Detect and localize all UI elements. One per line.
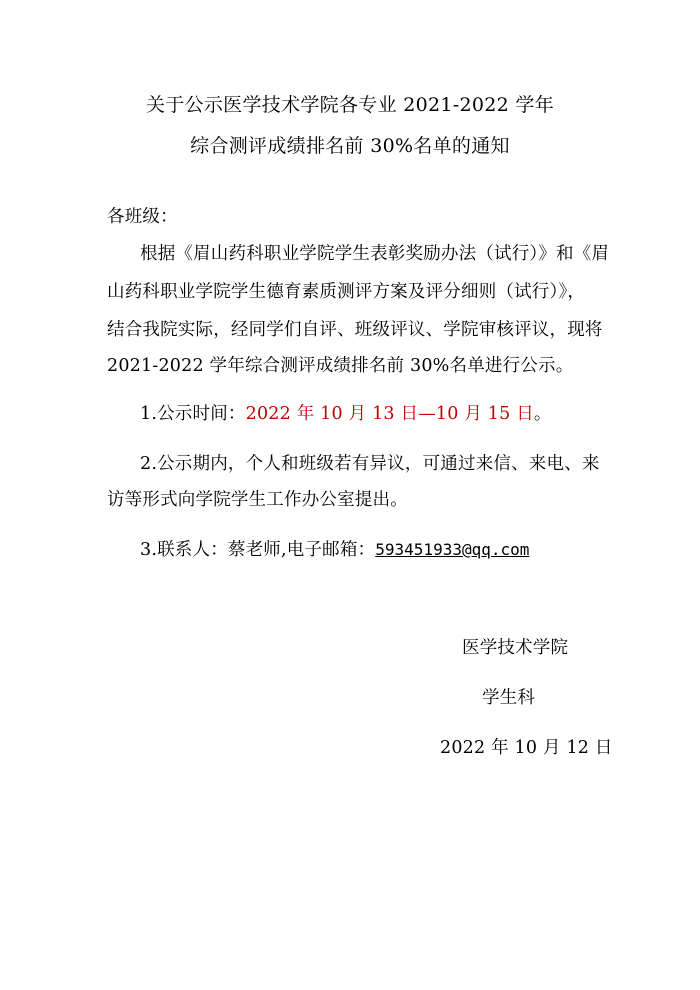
salutation: 各班级：: [107, 207, 178, 227]
signature-date: 2022 年 10 月 12 日: [440, 738, 613, 758]
paragraph-1-line-3: 结合我院实际，经同学们自评、班级评议、学院审核评议，现将: [107, 320, 603, 340]
paragraph-1-line-2: 山药科职业学院学生德育素质测评方案及评分细则（试行）》，: [107, 282, 586, 302]
item-1-suffix: 。: [533, 404, 552, 424]
paragraph-1-line-4: 2021-2022 学年综合测评成绩排名前 30%名单进行公示。: [107, 356, 574, 376]
signature-organization: 医学技术学院: [462, 638, 569, 658]
item-1-prefix: 1.公示时间：: [140, 404, 246, 424]
item-2-line-1: 2.公示期内，个人和班级若有异议，可通过来信、来电、来: [140, 454, 600, 474]
item-3-contact: [140, 536, 529, 561]
title-line-2: 综合测评成绩排名前 30%名单的通知: [190, 135, 510, 157]
contact-email-link[interactable]: 593451933@qq.com: [375, 540, 530, 559]
item-3-prefix: 3.联系人：蔡老师,电子邮箱：: [140, 540, 376, 560]
item-2-line-2: 访等形式向学院学生工作办公室提出。: [107, 490, 408, 510]
item-1-date-range: 2022 年 10 月 13 日—10 月 15 日: [245, 404, 534, 424]
signature-department: 学生科: [482, 688, 536, 708]
paragraph-1-line-1: 根据《眉山药科职业学院学生表彰奖励办法（试行）》和《眉: [140, 244, 610, 264]
title-line-1: 关于公示医学技术学院各专业 2021-2022 学年: [145, 94, 554, 116]
item-1-publicity-period: [140, 400, 552, 425]
